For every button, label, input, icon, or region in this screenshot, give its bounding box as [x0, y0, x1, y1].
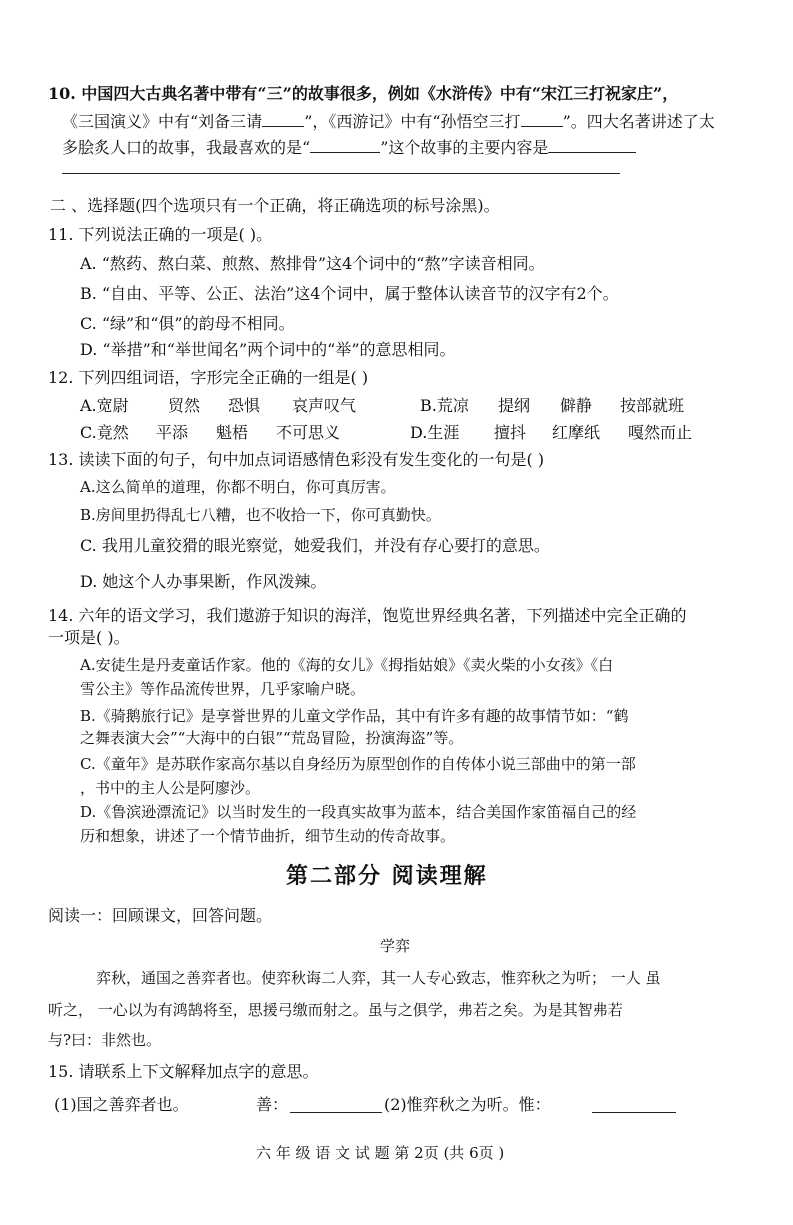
q10-line2-part-c: ”。四大名著讲述了太 [562, 112, 715, 131]
q15-blank-2[interactable] [592, 1112, 676, 1113]
passage-line-1: 弈秋，通国之善弈者也。使弈秋诲二人弈，其一人专心致志，惟弈秋之为听； 一人 虽 [96, 969, 661, 987]
q15-item1-key: 善： [256, 1095, 289, 1114]
q12-d-word-4: 嘎然而止 [628, 423, 693, 442]
q14-option-b-line1: B.《骑鹅旅行记》是享誉世界的儿童文学作品，其中有许多有趣的故事情节如：“鹤 [80, 707, 629, 725]
q14-stem-line1: 14. 六年的语文学习，我们遨游于知识的海洋，饱览世界经典名著，下列描述中完全正确的 [48, 606, 687, 625]
q14-option-d-line2: 历和想象，讲述了一个情节曲折，细节生动的传奇故事。 [80, 827, 456, 845]
q12-a-word-1: A.宽尉 [80, 396, 129, 415]
passage-line-2: 听之， 一心以为有鸿鹄将至，思援弓缴而射之。虽与之俱学，弗若之矣。为是其智弗若 [48, 1001, 623, 1019]
q14-option-a-line2: 雪公主》等作品流传世界，几乎家喻户晓。 [80, 680, 366, 698]
q10-line3-part-b: ”这个故事的主要内容是 [380, 138, 549, 157]
q12-b-word-4: 按部就班 [620, 396, 685, 415]
q11-option-a: A. “熬药、熬白菜、煎熬、熬排骨”这4个词中的“熬”字读音相同。 [80, 254, 545, 273]
q13-option-d: D. 她这个人办事果断，作风泼辣。 [80, 572, 327, 591]
q12-c-word-3: 魁梧 [216, 423, 249, 442]
q11-option-c: C. “绿”和“俱”的韵母不相同。 [80, 314, 295, 333]
q12-stem: 12. 下列四组词语，字形完全正确的一组是( ) [48, 368, 369, 387]
q12-c-word-4: 不可思义 [276, 423, 341, 442]
q11-option-d: D. “举措”和“举世闻名”两个词中的“举”的意思相同。 [80, 340, 456, 359]
q10-line2 [62, 112, 715, 132]
q12-b-word-1: B.荒凉 [420, 396, 469, 415]
part2-title: 第二部分 阅读理解 [286, 863, 488, 889]
q12-a-word-3: 恐惧 [228, 396, 261, 415]
q10-blank-2[interactable] [521, 112, 563, 127]
q12-b-word-2: 提纲 [498, 396, 531, 415]
q10-line2-part-b: ”，《西游记》中有“孙悟空三打 [304, 112, 521, 131]
q10-answer-line[interactable] [62, 173, 620, 174]
passage-line-3: 与?曰：非然也。 [48, 1031, 162, 1049]
q10-blank-1[interactable] [262, 112, 304, 127]
q14-option-c-line1: C.《童年》是苏联作家高尔基以自身经历为原型创作的自传体小说三部曲中的第一部 [80, 755, 636, 773]
q13-option-a: A.这么简单的道理，你都不明白，你可真厉害。 [80, 478, 396, 496]
q10-blank-4[interactable] [548, 138, 636, 153]
q14-option-d-line1: D.《鲁滨逊漂流记》以当时发生的一段真实故事为蓝本，结合美国作家笛福自己的经 [80, 803, 637, 821]
q13-option-b: B.房间里扔得乱七八糟，也不收拾一下，你可真勤快。 [80, 506, 441, 524]
q11-option-b: B. “自由、平等、公正、法治”这4个词中，属于整体认读音节的汉字有2个。 [80, 284, 619, 303]
q15-blank-1[interactable] [290, 1112, 382, 1113]
q12-c-word-1: C.竟然 [80, 423, 129, 442]
q14-option-c-line2: ，书中的主人公是阿廖沙。 [80, 779, 261, 797]
q14-option-a-line1: A.安徒生是丹麦童话作家。他的《海的女儿》《拇指姑娘》《卖火柴的小女孩》《白 [80, 656, 614, 674]
q13-stem: 13. 读读下面的句子，句中加点词语感情色彩没有发生变化的一句是( ) [48, 450, 545, 469]
section2-heading: 二 、选择题(四个选项只有一个正确，将正确选项的标号涂黑)。 [50, 196, 500, 215]
q15-item1: (1)国之善弈者也。 [54, 1095, 189, 1114]
q14-stem-line2: 一项是( )。 [48, 628, 130, 647]
q12-a-word-2: 贸然 [168, 396, 201, 415]
q12-d-word-3: 红摩纸 [552, 423, 601, 442]
q11-stem: 11. 下列说法正确的一项是( )。 [48, 225, 273, 244]
q12-d-word-1: D.生涯 [410, 423, 460, 442]
q13-option-c: C. 我用儿童狡猾的眼光察觉，她爱我们，并没有存心要打的意思。 [80, 536, 550, 555]
q14-option-b-line2: 之舞表演大会”“大海中的白银”“荒岛冒险，扮演海盗”等。 [80, 729, 464, 747]
q12-c-word-2: 平添 [156, 423, 189, 442]
q10-line1: 10. 中国四大古典名著中带有“三”的故事很多，例如《水浒传》中有“宋江三打祝家庄”， [48, 84, 679, 103]
q15-stem: 15. 请联系上下文解释加点字的意思。 [48, 1062, 319, 1081]
q15-item2: (2)惟弈秋之为听。惟： [384, 1095, 551, 1114]
q10-line3 [62, 138, 636, 158]
q10-line3-part-a: 多脍炙人口的故事，我最喜欢的是“ [62, 138, 311, 157]
passage-title: 学弈 [380, 937, 411, 955]
q10-blank-3[interactable] [310, 138, 380, 153]
q10-line2-part-a: 《三国演义》中有“刘备三请 [62, 112, 263, 131]
q12-b-word-3: 僻静 [560, 396, 593, 415]
page-footer: 六 年 级 语 文 试 题 第 2页 (共 6页 ) [256, 1144, 505, 1162]
q12-d-word-2: 擅抖 [494, 423, 527, 442]
reading1-heading: 阅读一：回顾课文，回答问题。 [48, 906, 273, 925]
q12-a-word-4: 哀声叹气 [292, 396, 357, 415]
